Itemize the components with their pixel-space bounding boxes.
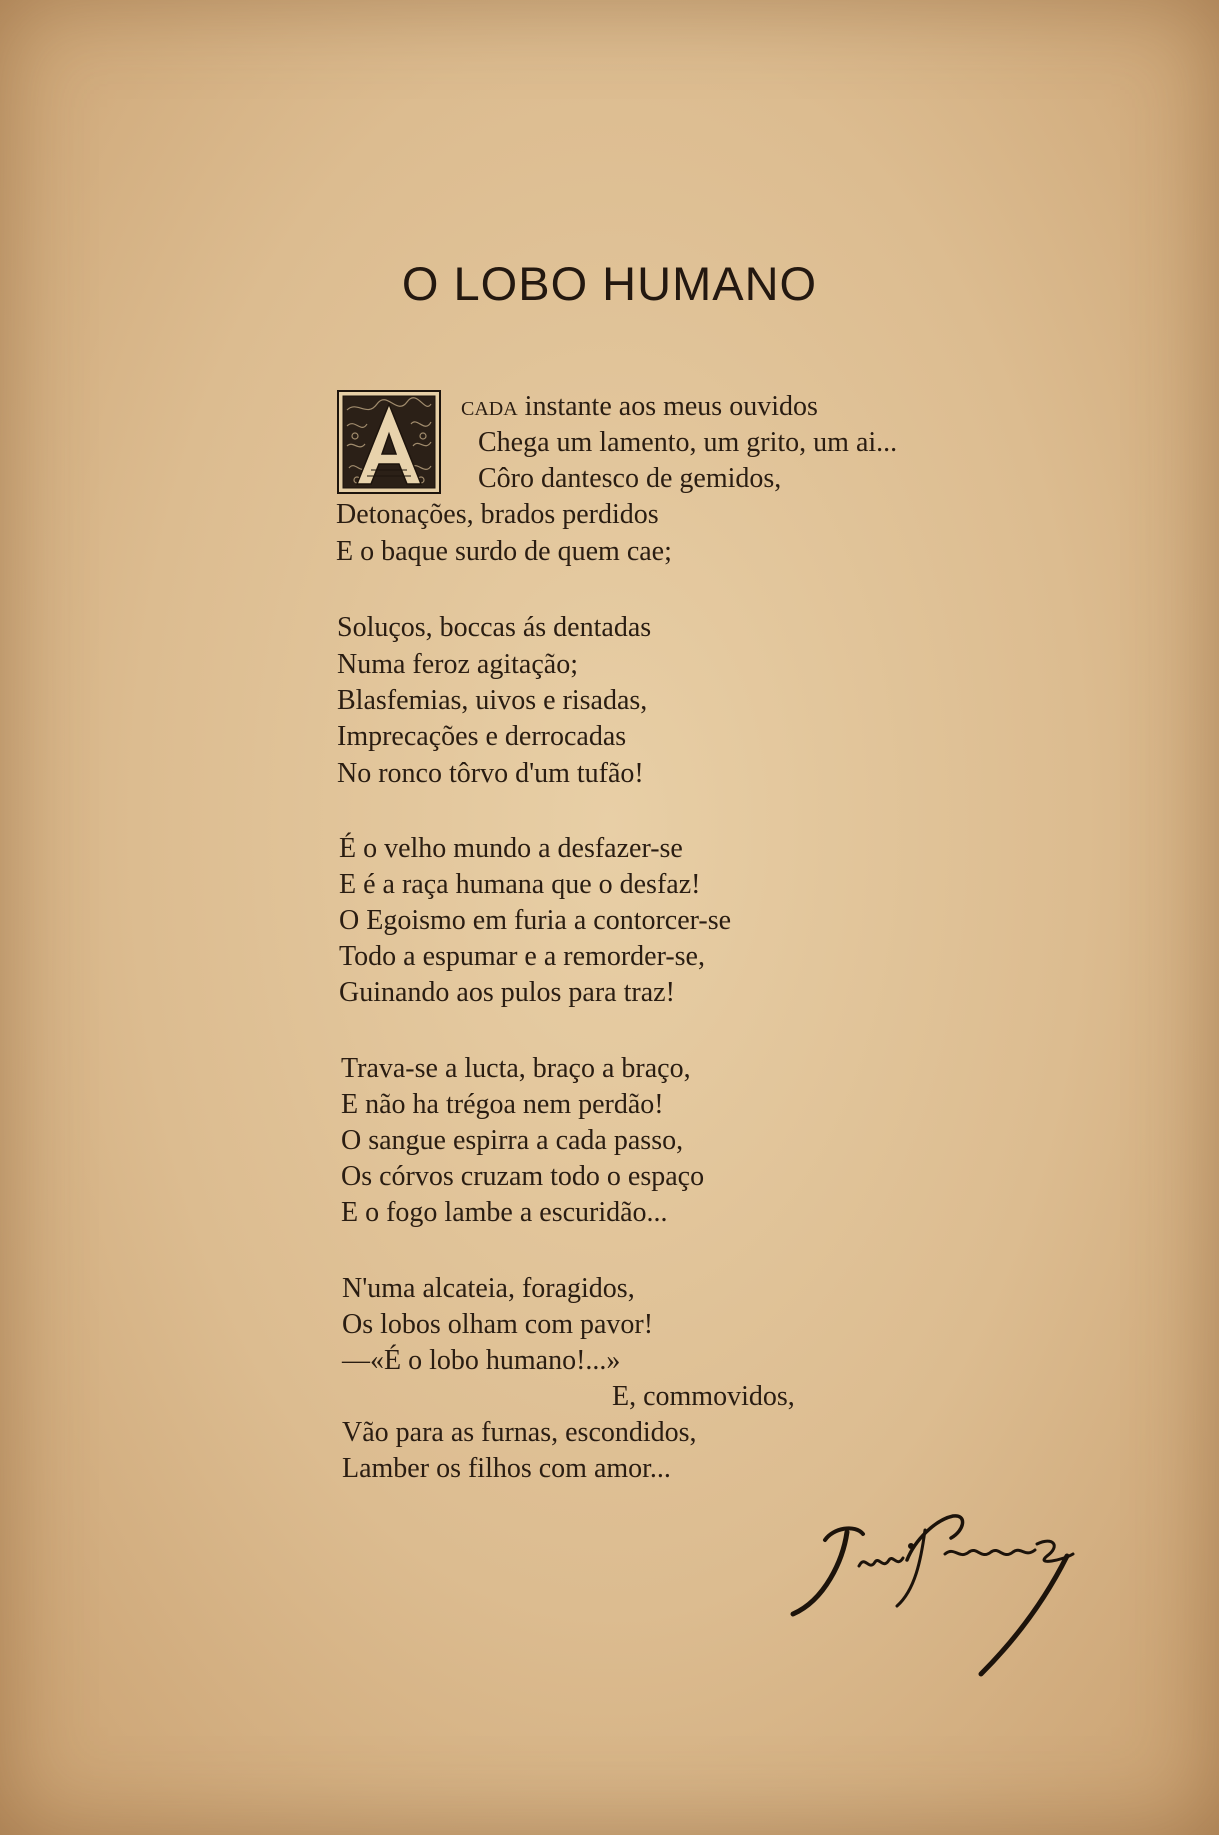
poem-line: Os córvos cruzam todo o espaço — [341, 1161, 705, 1192]
poem-line: N'uma alcateia, foragidos, — [342, 1273, 635, 1304]
poem-line: —«É o lobo humano!...» — [342, 1345, 621, 1376]
poem-line: Blasfemias, uivos e risadas, — [337, 685, 648, 716]
poem-line: Numa feroz agitação; — [337, 649, 578, 680]
poem-line: Soluços, boccas ás dentadas — [337, 612, 652, 643]
author-signature — [785, 1510, 1095, 1680]
poem-line: E não ha trégoa nem perdão! — [341, 1089, 664, 1120]
line-text: instante aos meus ouvidos — [517, 391, 818, 422]
signature-name — [785, 1510, 786, 1511]
poem-title: O LOBO HUMANO — [401, 257, 818, 310]
handwritten-signature-icon — [785, 1510, 1095, 1680]
poem-line: Côro dantesco de gemidos, — [478, 463, 782, 494]
poem-line: E, commovidos, — [612, 1381, 795, 1412]
poem-line: Detonações, brados perdidos — [336, 499, 659, 530]
poem-line: E é a raça humana que o desfaz! — [339, 869, 701, 900]
poem-line: E o baque surdo de quem cae; — [336, 536, 672, 567]
line-lead-smallcaps: cada — [461, 391, 518, 422]
poem-line: Os lobos olham com pavor! — [342, 1309, 654, 1340]
poem-line: Todo a espumar e a remorder-se, — [339, 941, 705, 972]
poem-line: E o fogo lambe a escuridão... — [341, 1197, 668, 1228]
poem-line: Lamber os filhos com amor... — [342, 1453, 671, 1484]
poem-line: Vão para as furnas, escondidos, — [342, 1417, 697, 1448]
poem-line: O Egoismo em furia a contorcer-se — [339, 905, 732, 936]
poem-line: Chega um lamento, um grito, um ai... — [478, 427, 898, 458]
poem-line: No ronco tôrvo d'um tufão! — [337, 758, 644, 789]
poem-line: Guinando aos pulos para traz! — [339, 977, 675, 1008]
poem-line — [461, 390, 818, 424]
poem-line: Imprecações e derrocadas — [337, 721, 627, 752]
poem-line: É o velho mundo a desfazer-se — [339, 833, 683, 864]
poem-line: Trava-se a lucta, braço a braço, — [341, 1053, 691, 1084]
poem-line: O sangue espirra a cada passo, — [341, 1125, 684, 1156]
